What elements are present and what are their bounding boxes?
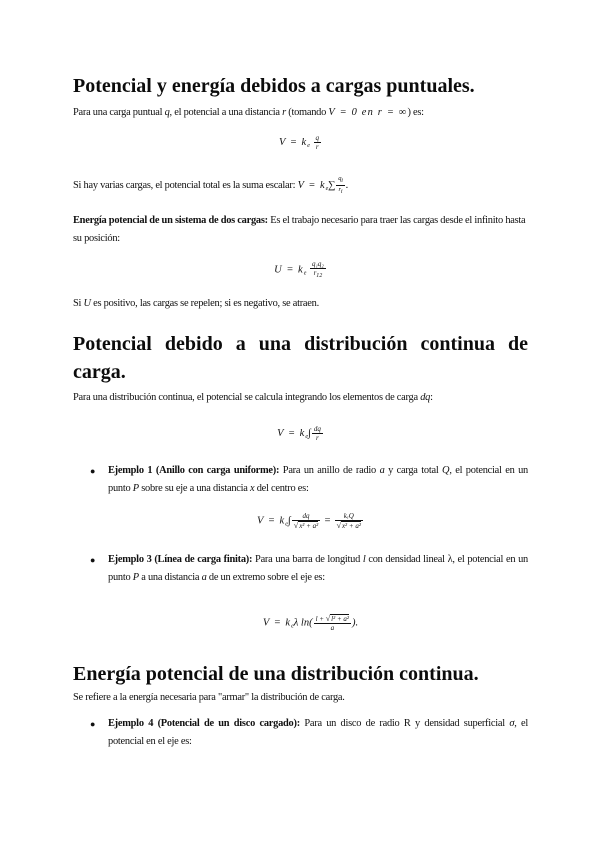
text-run: es positivo, las cargas se repelen; si es negativo, se atraen. <box>90 298 319 309</box>
fraction-numerator <box>336 175 344 185</box>
text-run: Si hay varias cargas, el potencial total es la suma escalar: <box>73 179 298 191</box>
text-run: Para un disco de radio R y densidad superficial <box>299 718 510 729</box>
inline-fraction <box>336 175 344 196</box>
variable-l: l <box>362 554 366 565</box>
bold-term: Energía potencial de un sistema de dos cargas: <box>73 215 268 226</box>
fraction-denominator: r <box>314 142 322 151</box>
closing-paren: ). <box>352 617 359 629</box>
lambda-ln: λ ln( <box>293 617 313 629</box>
fraction-denominator: a <box>314 623 351 632</box>
bold-term: Ejemplo 4 (Potencial de un disco cargado): <box>108 718 300 729</box>
fraction-denominator <box>336 185 344 196</box>
equation-rod-potential <box>83 614 538 632</box>
paragraph-assembly-energy: Se refiere a la energía necesaria para "armar" la distribución de carga. <box>73 692 345 703</box>
section-title-continuous-energy: Energía potencial de una distribución continua. <box>73 663 479 685</box>
numerator-var: q <box>338 175 342 182</box>
text-run: (tomando <box>285 107 329 118</box>
section-title-text: Potencial debido a una distribución continua de carga. <box>73 333 528 383</box>
fraction-denominator <box>335 520 363 530</box>
fraction-numerator: kₑQ <box>343 512 354 520</box>
text-run: , el potencial en el eje es: <box>108 718 528 747</box>
inline-math-reference: V = 0 en r = ∞ <box>328 107 408 118</box>
paragraph-sign-interpretation <box>73 295 528 313</box>
numerator-term: l + <box>315 615 326 623</box>
equals-sign: = <box>323 515 331 527</box>
eq-subscript: e <box>303 270 307 277</box>
variable-P: P <box>132 572 139 583</box>
list-item-example-4 <box>108 715 528 751</box>
text-run: a una distancia <box>138 572 202 583</box>
section-title-point-charges: Potencial y energía debidos a cargas puntuales. <box>73 75 475 97</box>
eq-lhs: V = k <box>257 515 286 527</box>
text-run: Para un anillo de radio <box>279 465 380 476</box>
variable-P: P <box>132 483 139 494</box>
variable-r: r <box>282 107 286 118</box>
eq-lhs: V = k <box>277 427 306 439</box>
paragraph-superposition <box>73 175 528 198</box>
text-run: , el potencial en un punto <box>108 465 528 494</box>
eq-subscript: e <box>305 433 308 440</box>
text-run: . <box>345 179 348 191</box>
fraction-denominator <box>310 268 326 280</box>
denominator-var: r <box>338 186 341 193</box>
fraction-denominator: r <box>312 433 323 442</box>
text-run: Es el trabajo necesario para traer las cargas desde el infinito hasta su posición: <box>73 215 526 244</box>
paragraph-point-charge-potential <box>73 104 528 122</box>
eq-lhs: V = k <box>278 136 308 148</box>
text-run: Para una barra de longitud <box>252 554 363 565</box>
denominator-var: r <box>313 269 317 277</box>
integral-symbol: ∫ <box>308 427 311 439</box>
section-title-continuous-distribution <box>73 330 528 386</box>
text-run: ) es: <box>407 107 424 118</box>
equation-continuous-potential <box>73 425 528 442</box>
text-run: : <box>430 392 433 403</box>
text-run: , el potencial a una distancia <box>169 107 283 118</box>
fraction <box>292 512 320 530</box>
bold-term: Ejemplo 1 (Anillo con carga uniforme): <box>108 465 280 476</box>
fraction-numerator: q₁q₂ <box>312 260 324 268</box>
denominator-subscript: i <box>340 189 343 195</box>
list-item-example-3 <box>108 551 528 587</box>
denominator-subscript: 12 <box>316 273 323 279</box>
list-item-example-1 <box>108 462 528 498</box>
numerator-subscript: i <box>341 178 343 184</box>
equation-point-potential <box>73 134 528 151</box>
fraction <box>312 425 323 442</box>
fraction <box>310 260 326 280</box>
sqrt-icon: √ <box>293 521 299 530</box>
inline-eq-lhs: V = k <box>297 179 326 191</box>
variable-dq: dq <box>420 392 431 403</box>
paragraph-two-charge-energy <box>73 212 528 248</box>
variable-U: U <box>83 298 91 309</box>
variable-sigma: σ <box>509 718 515 729</box>
text-run: Si <box>73 298 84 309</box>
text-run: del centro es: <box>254 483 309 494</box>
eq-lhs: V = k <box>262 617 292 629</box>
eq-subscript: e <box>285 521 288 528</box>
sqrt-icon: √ <box>336 521 341 530</box>
bullet-icon: ● <box>90 466 96 476</box>
radicand: x² + a² <box>299 522 319 530</box>
text-run: de un extremo sobre el eje es: <box>206 572 325 583</box>
variable-x: x <box>249 483 255 494</box>
fraction-numerator: q <box>315 134 320 142</box>
text-run: con densidad lineal λ, el potencial en un punto <box>108 554 529 583</box>
variable-a: a <box>201 572 207 583</box>
bullet-icon: ● <box>90 719 96 729</box>
eq-subscript: e <box>291 623 294 630</box>
text-run: Para una distribución continua, el potencial se calcula integrando los elementos de carga <box>73 392 421 403</box>
variable-Q: Q <box>442 465 450 476</box>
fraction <box>314 134 322 151</box>
fraction <box>335 512 363 530</box>
fraction-numerator <box>314 614 351 623</box>
radicand: x² + a² <box>341 522 361 530</box>
fraction <box>314 614 351 632</box>
variable-q: q <box>164 107 170 118</box>
equation-ring-potential <box>83 512 538 530</box>
paragraph-continuous-intro <box>73 389 528 407</box>
fraction-numerator: dq <box>302 512 310 520</box>
bold-term: Ejemplo 3 (Línea de carga finita): <box>108 554 253 565</box>
variable-a: a <box>379 465 385 476</box>
bullet-icon: ● <box>90 555 96 565</box>
fraction-numerator: dq <box>313 425 321 433</box>
eq-lhs: U = k <box>274 264 304 276</box>
integral-symbol: ∫ <box>287 515 291 527</box>
fraction-denominator <box>292 520 320 530</box>
text-run: y carga total <box>384 465 443 476</box>
text-run: sobre su eje a una distancia <box>138 483 250 494</box>
sqrt-icon: √ <box>325 614 331 623</box>
eq-subscript: e <box>307 142 310 149</box>
radicand: l² + a² <box>331 615 350 623</box>
inline-eq-subscript: e <box>325 185 329 192</box>
text-run: Para una carga puntual <box>73 107 165 118</box>
sum-symbol: ∑ <box>328 179 336 191</box>
equation-two-charge-energy <box>73 260 528 280</box>
